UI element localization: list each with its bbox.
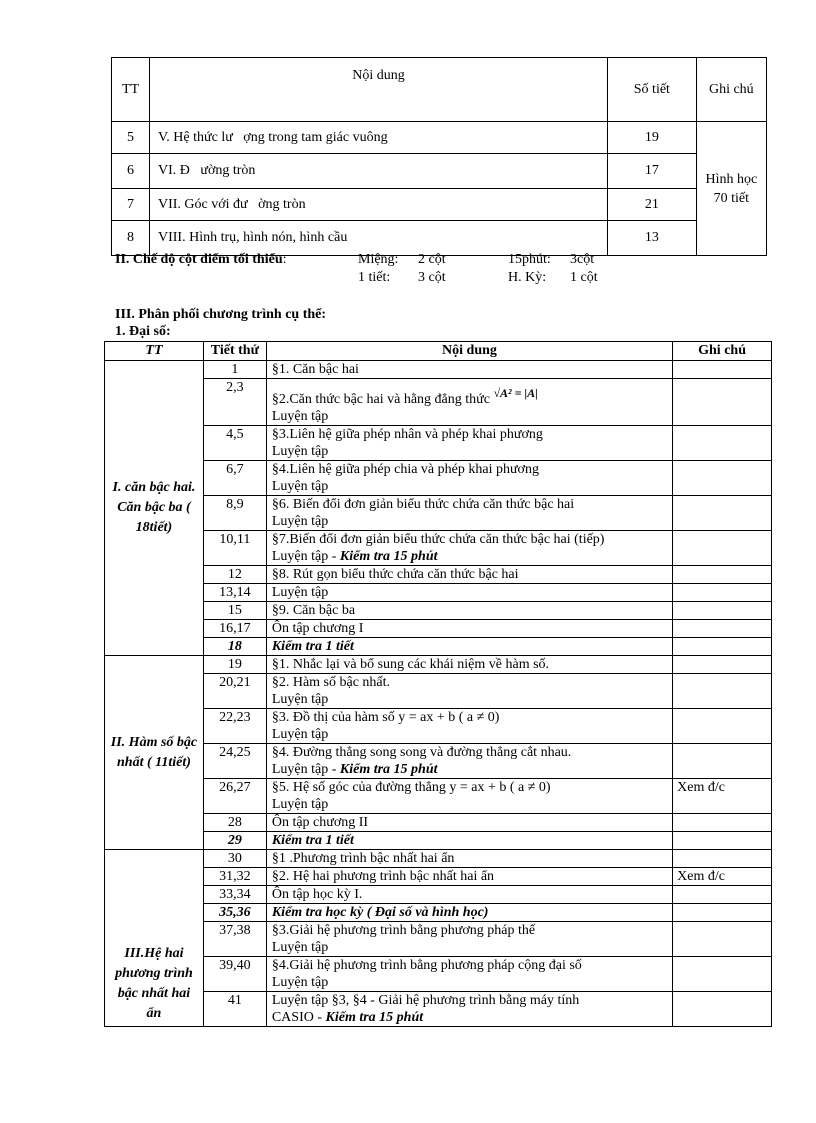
table-row: [105, 674, 772, 709]
row-ghichu: [673, 832, 772, 850]
row-tt: 8: [112, 221, 150, 256]
table-row: [105, 566, 772, 584]
formula: √A² = |A|: [493, 386, 538, 400]
score-item: 15phút:: [508, 252, 551, 267]
row-tt: 7: [112, 189, 150, 221]
table-row: [105, 922, 772, 957]
row-noidung: §1 .Phương trình bậc nhất hai ẩn: [266, 850, 672, 868]
row-tiet: 37,38: [203, 922, 266, 957]
row-tiet: 19: [203, 656, 266, 674]
row-tiet: 31,32: [203, 868, 266, 886]
table-row: [105, 496, 772, 531]
table-row: [105, 620, 772, 638]
row-noidung: §1. Nhắc lại và bổ sung các khái niệm về hàm số.: [266, 656, 672, 674]
row-noidung: VIII. Hình trụ, hình nón, hình cầu: [150, 221, 608, 256]
row-noidung: VI. Đ ường tròn: [150, 154, 608, 189]
row-ghichu: [673, 709, 772, 744]
score-item: 1 tiết:: [358, 270, 391, 285]
row-noidung: §3.Liên hệ giữa phép nhân và phép khai phương Luyện tập: [266, 426, 672, 461]
summary-table: [111, 57, 767, 256]
curriculum-table: [104, 341, 772, 1027]
table-row: [105, 957, 772, 992]
header-tt: TT: [105, 342, 204, 361]
row-ghichu: [673, 602, 772, 620]
row-ghichu: [673, 461, 772, 496]
header-noidung: Nội dung: [266, 342, 672, 361]
header-ghichu: Ghi chú: [696, 58, 766, 122]
row-ghichu: [673, 584, 772, 602]
chapter-2: II. Hàm số bậc nhất ( 11tiết): [105, 656, 204, 850]
row-ghichu: [673, 922, 772, 957]
chapter-1: I. căn bậc hai. Căn bậc ba ( 18tiết): [105, 361, 204, 656]
row-ghichu: [673, 850, 772, 868]
row-tt: 5: [112, 122, 150, 154]
row-tiet: 41: [203, 992, 266, 1027]
table-row: [112, 154, 767, 189]
score-item: H. Kỳ:: [508, 270, 547, 285]
table-row: [105, 379, 772, 426]
row-ghichu: [673, 957, 772, 992]
row-tiet: 22,23: [203, 709, 266, 744]
section3-sub: 1. Đại số:: [115, 324, 171, 339]
row-tiet: 15: [203, 602, 266, 620]
row-noidung: §2. Hàm số bậc nhất. Luyện tập: [266, 674, 672, 709]
row-ghichu: [673, 620, 772, 638]
table-row: [105, 426, 772, 461]
row-tiet: 29: [203, 832, 266, 850]
row-ghichu: [673, 379, 772, 426]
row-tiet: 28: [203, 814, 266, 832]
table-row: [105, 531, 772, 566]
row-tiet: 13,14: [203, 584, 266, 602]
merged-note: Hình học 70 tiết: [696, 122, 766, 256]
score-value: 2 cột: [418, 252, 446, 267]
row-ghichu: Xem đ/c: [673, 868, 772, 886]
row-noidung: §3.Giải hệ phương trình bằng phương pháp thế Luyện tập: [266, 922, 672, 957]
header-tt: TT: [112, 58, 150, 122]
row-noidung: Luyện tập: [266, 584, 672, 602]
row-noidung: Ôn tập chương II: [266, 814, 672, 832]
row-tiet: 18: [203, 638, 266, 656]
table-row: [105, 868, 772, 886]
row-sotiet: 13: [608, 221, 697, 256]
table-row: [105, 832, 772, 850]
score-value: 1 cột: [570, 270, 598, 285]
table-row: [105, 709, 772, 744]
chapter-3: III.Hệ hai phương trình bậc nhất hai ẩn: [105, 850, 204, 1027]
row-ghichu: [673, 531, 772, 566]
row-ghichu: [673, 814, 772, 832]
summary-header-row: [112, 58, 767, 122]
score-value: 3cột: [570, 252, 595, 267]
row-tiet: 1: [203, 361, 266, 379]
row-noidung: Ôn tập chương I: [266, 620, 672, 638]
row-sotiet: 21: [608, 189, 697, 221]
row-ghichu: [673, 744, 772, 779]
row-ghichu: [673, 886, 772, 904]
table-row: [105, 886, 772, 904]
row-ghichu: Xem đ/c: [673, 779, 772, 814]
row-ghichu: [673, 656, 772, 674]
row-ghichu: [673, 361, 772, 379]
table-row: [105, 361, 772, 379]
row-tiet: 8,9: [203, 496, 266, 531]
table-row: [105, 850, 772, 868]
row-noidung: §4.Liên hệ giữa phép chia và phép khai phương Luyện tập: [266, 461, 672, 496]
table-row: [105, 638, 772, 656]
row-ghichu: [673, 566, 772, 584]
table-row: [105, 744, 772, 779]
row-noidung: §7.Biến đổi đơn giản biểu thức chứa căn thức bậc hai (tiếp) Luyện tập - Kiểm tra 15 phút: [266, 531, 672, 566]
row-noidung: Ôn tập học kỳ I.: [266, 886, 672, 904]
row-noidung: Kiểm tra học kỳ ( Đại số và hình học): [266, 904, 672, 922]
score-item: Miệng:: [358, 252, 399, 267]
row-noidung: Luyện tập §3, §4 - Giải hệ phương trình bằng máy tính CASIO - Kiểm tra 15 phút: [266, 992, 672, 1027]
row-sotiet: 19: [608, 122, 697, 154]
table-row: [105, 461, 772, 496]
row-noidung: §9. Căn bậc ba: [266, 602, 672, 620]
row-ghichu: [673, 992, 772, 1027]
header-noidung: Nội dung: [150, 58, 608, 122]
row-noidung: §3. Đồ thị của hàm số y = ax + b ( a ≠ 0) Luyện tập: [266, 709, 672, 744]
row-tiet: 12: [203, 566, 266, 584]
row-tt: 6: [112, 154, 150, 189]
table-row: [105, 602, 772, 620]
row-noidung: §8. Rút gọn biểu thức chứa căn thức bậc hai: [266, 566, 672, 584]
header-ghichu: Ghi chú: [673, 342, 772, 361]
table-row: [105, 904, 772, 922]
row-tiet: 35,36: [203, 904, 266, 922]
row-ghichu: [673, 638, 772, 656]
row-noidung: Kiểm tra 1 tiết: [266, 638, 672, 656]
row-noidung: §2.Căn thức bậc hai và hằng đẳng thức √A² = |A| Luyện tập: [266, 379, 672, 426]
score-value: 3 cột: [418, 270, 446, 285]
row-sotiet: 17: [608, 154, 697, 189]
row-tiet: 6,7: [203, 461, 266, 496]
row-tiet: 39,40: [203, 957, 266, 992]
header-tiet: Tiết thứ: [203, 342, 266, 361]
table-row: [105, 992, 772, 1027]
row-noidung: §4.Giải hệ phương trình bằng phương pháp cộng đại số Luyện tập: [266, 957, 672, 992]
table-row: [105, 779, 772, 814]
table-row: [105, 656, 772, 674]
row-tiet: 10,11: [203, 531, 266, 566]
row-tiet: 4,5: [203, 426, 266, 461]
row-tiet: 33,34: [203, 886, 266, 904]
header-sotiet: Số tiết: [608, 58, 697, 122]
row-tiet: 24,25: [203, 744, 266, 779]
section3-title: III. Phân phối chương trình cụ thể:: [115, 307, 327, 322]
row-ghichu: [673, 904, 772, 922]
row-tiet: 30: [203, 850, 266, 868]
row-tiet: 20,21: [203, 674, 266, 709]
row-ghichu: [673, 426, 772, 461]
row-noidung: §1. Căn bậc hai: [266, 361, 672, 379]
row-tiet: 16,17: [203, 620, 266, 638]
table-row: [112, 189, 767, 221]
row-noidung: Kiểm tra 1 tiết: [266, 832, 672, 850]
curriculum-header-row: [105, 342, 772, 361]
table-row: [105, 584, 772, 602]
row-noidung: §2. Hệ hai phương trình bậc nhất hai ẩn: [266, 868, 672, 886]
table-row: [112, 122, 767, 154]
row-noidung: §6. Biến đổi đơn giản biểu thức chứa căn thức bậc hai Luyện tập: [266, 496, 672, 531]
row-noidung: V. Hệ thức lư ợng trong tam giác vuông: [150, 122, 608, 154]
row-tiet: 2,3: [203, 379, 266, 426]
row-ghichu: [673, 496, 772, 531]
section2-title: II. Chế độ cột điểm tối thiểu:: [115, 252, 287, 267]
table-row: [105, 814, 772, 832]
row-noidung: §4. Đường thẳng song song và đường thẳng cắt nhau. Luyện tập - Kiểm tra 15 phút: [266, 744, 672, 779]
row-noidung: VII. Góc với đư ờng tròn: [150, 189, 608, 221]
table-row: [112, 221, 767, 256]
row-tiet: 26,27: [203, 779, 266, 814]
row-noidung: §5. Hệ số góc của đường thẳng y = ax + b ( a ≠ 0) Luyện tập: [266, 779, 672, 814]
row-ghichu: [673, 674, 772, 709]
